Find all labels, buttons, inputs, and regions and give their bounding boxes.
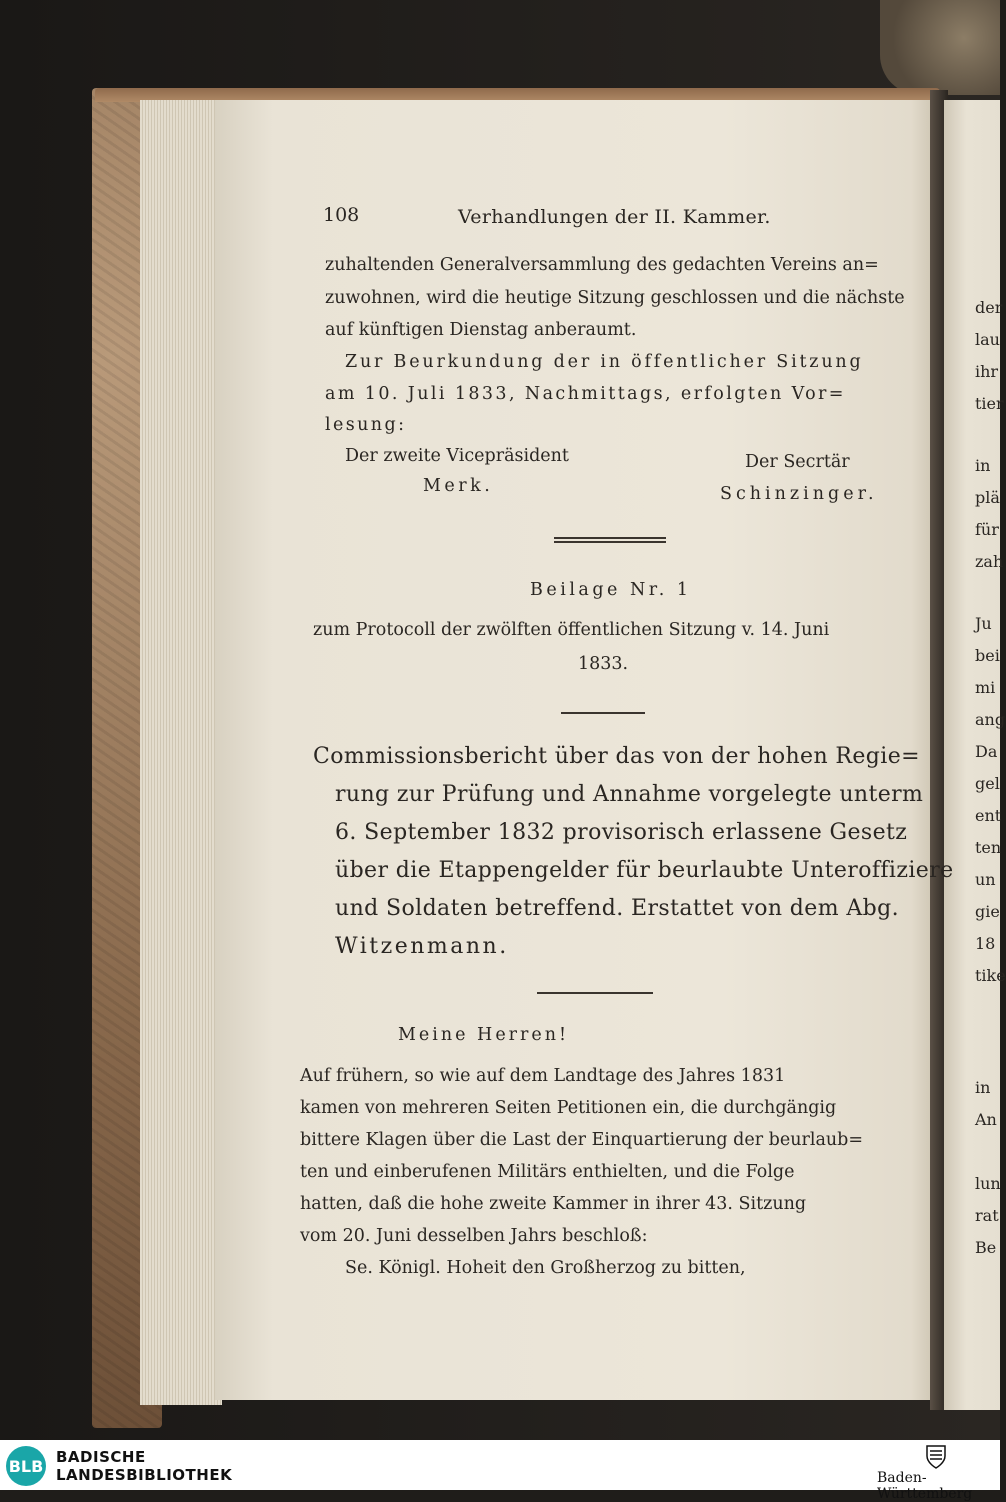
- body-line: auf künftigen Dienstag anberaumt.: [325, 320, 637, 340]
- appendix-year: 1833.: [578, 654, 629, 674]
- appendix-title: Beilage Nr. 1: [530, 580, 692, 600]
- right-page-fragment: mi: [975, 678, 996, 697]
- right-page-fragment: für: [975, 520, 999, 539]
- right-page-fragment: zah: [975, 552, 1004, 571]
- blb-logo[interactable]: BLB: [6, 1446, 46, 1486]
- state-name: Baden-Württemberg: [877, 1470, 973, 1502]
- page-number: 108: [323, 204, 360, 226]
- signature-right-name: Schinzinger.: [720, 484, 878, 504]
- book-cover-top-edge: [880, 0, 1000, 95]
- right-page-fragment: Ju: [975, 614, 992, 633]
- signature-left-name: Merk.: [423, 476, 494, 496]
- double-rule-divider: [554, 537, 666, 543]
- salutation: Meine Herren!: [398, 1025, 570, 1045]
- letter-line: kamen von mehreren Seiten Petitionen ein, die durchgängig: [300, 1098, 837, 1118]
- right-page-fragment: ihr: [975, 362, 999, 381]
- running-head: Verhandlungen der II. Kammer.: [458, 206, 771, 228]
- right-page-fragment: rat: [975, 1206, 999, 1225]
- right-page-fragment: in: [975, 456, 991, 475]
- right-page-fragment: in: [975, 1078, 991, 1097]
- right-page-fragment: tike: [975, 966, 1006, 985]
- letter-line: bittere Klagen über die Last der Einquartierung der beurlaub=: [300, 1130, 864, 1150]
- page-edge-stack: [140, 100, 222, 1405]
- report-title-line: Commissionsbericht über das von der hohen Regie=: [313, 744, 920, 769]
- right-page-fragment: Be: [975, 1238, 997, 1257]
- report-title-line: 6. September 1832 provisorisch erlassene Gesetz: [335, 820, 908, 845]
- certification-line: Zur Beurkundung der in öffentlicher Sitzung: [345, 352, 864, 372]
- appendix-subtitle: zum Protocoll der zwölften öffentlichen Sitzung v. 14. Juni: [313, 620, 830, 640]
- section-rule: [537, 992, 653, 994]
- state-crest-icon: [925, 1444, 947, 1470]
- certification-line: am 10. Juli 1833, Nachmittags, erfolgten Vor=: [325, 384, 846, 404]
- right-page-fragment: An: [975, 1110, 997, 1129]
- library-name-line2: LANDESBIBLIOTHEK: [56, 1466, 233, 1484]
- right-page-fragment: lau: [975, 330, 1000, 349]
- signature-left-title: Der zweite Vicepräsident: [345, 446, 569, 466]
- right-page-fragment: Da: [975, 742, 998, 761]
- body-line: zuwohnen, wird die heutige Sitzung geschlossen und die nächste: [325, 288, 905, 308]
- report-title-line: und Soldaten betreffend. Erstattet von dem Abg.: [335, 896, 900, 921]
- letter-line: Se. Königl. Hoheit den Großherzog zu bitten,: [345, 1258, 746, 1278]
- right-page-fragment: gie: [975, 902, 1000, 921]
- report-title-line: über die Etappengelder für beurlaubte Unteroffiziere: [335, 858, 954, 883]
- section-rule: [561, 712, 645, 714]
- right-page-fragment: ten: [975, 838, 1002, 857]
- right-page-fragment: ang: [975, 710, 1006, 729]
- right-page-fragment: ent: [975, 806, 1002, 825]
- letter-line: hatten, daß die hohe zweite Kammer in ihrer 43. Sitzung: [300, 1194, 807, 1214]
- right-page-fragment: der: [975, 298, 1003, 317]
- right-page-fragment: gel: [975, 774, 1000, 793]
- signature-right-title: Der Secrtär: [745, 452, 850, 472]
- report-author: Witzenmann.: [335, 934, 509, 959]
- right-page-fragment: 18: [975, 934, 996, 953]
- body-line: zuhaltenden Generalversammlung des gedachten Vereins an=: [325, 255, 879, 275]
- certification-line: lesung:: [325, 415, 407, 435]
- right-page-fragment: un: [975, 870, 996, 889]
- letter-line: ten und einberufenen Militärs enthielten, und die Folge: [300, 1162, 795, 1182]
- letter-line: vom 20. Juni desselben Jahrs beschloß:: [300, 1226, 648, 1246]
- right-page-fragment: bei: [975, 646, 1000, 665]
- right-page-fragment: lun: [975, 1174, 1001, 1193]
- right-page-fragment: tier: [975, 394, 1004, 413]
- letter-line: Auf frühern, so wie auf dem Landtage des Jahres 1831: [300, 1066, 786, 1086]
- report-title-line: rung zur Prüfung und Annahme vorgelegte unterm: [335, 782, 924, 807]
- library-name-line1: BADISCHE: [56, 1448, 146, 1466]
- right-page-fragment: plä: [975, 488, 1000, 507]
